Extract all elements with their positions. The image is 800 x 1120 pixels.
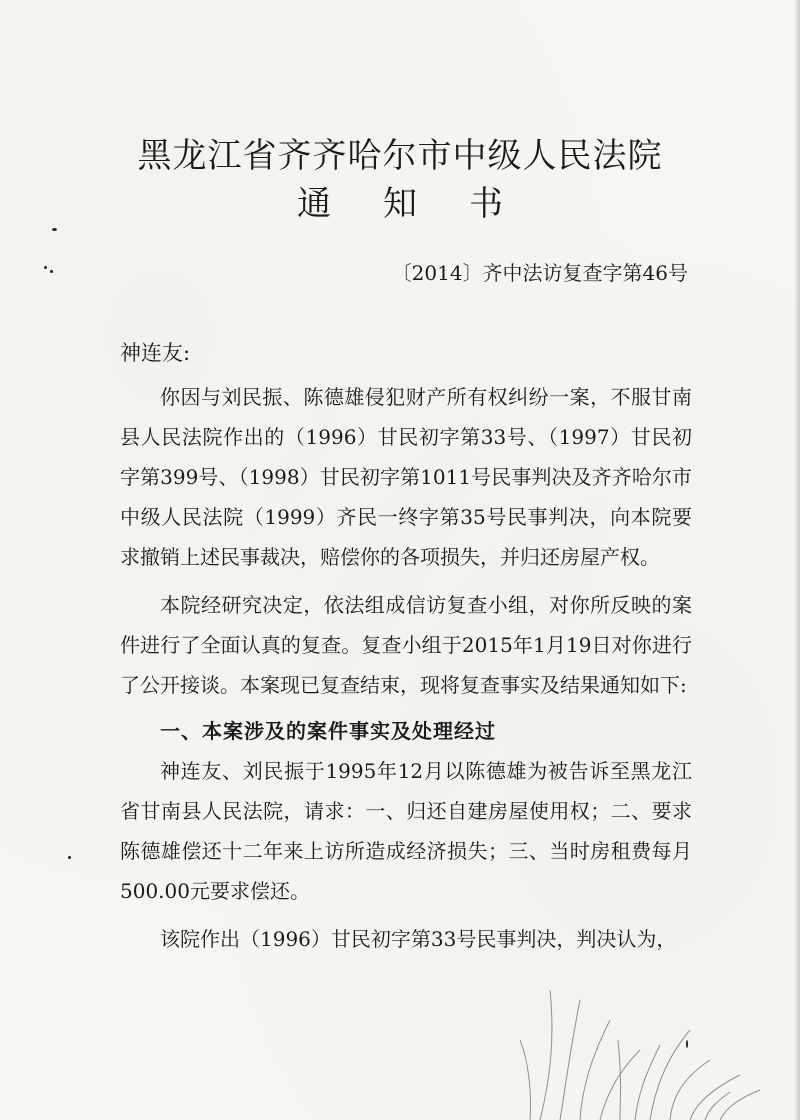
section-heading: 一、本案涉及的案件事实及处理经过 (160, 719, 496, 743)
scan-speck (44, 266, 47, 269)
addressee: 神连友: (120, 341, 191, 365)
scan-speck (68, 856, 71, 859)
grass-shadow-artifact (520, 980, 780, 1120)
court-name-heading: 黑龙江省齐齐哈尔市中级人民法院 (137, 136, 663, 176)
document-title: 通知书 (297, 184, 555, 224)
paragraph-complaint: 你因与刘民振、陈德雄侵犯财产所有权纠纷一案，不服甘南县人民法院作出的（1996）甘民初字第33号、（1997）甘民初字第399号、（1998）甘民初字第1011号民事判决及齐齐哈尔市中级人民法院（1999）齐民一终字第35号民事判决，向本院要求撤销上述民事裁决，赔偿你的各项损失，并归还房屋产权。 (120, 385, 692, 569)
body-text (120, 377, 692, 959)
paragraph-review-decision: 本院经研究决定，依法组成信访复查小组，对你所反映的案件进行了全面认真的复查。复查小组于2015年1月19日对你进行了公开接谈。本案现已复查结束，现将复查事实及结果通知如下: (120, 593, 692, 697)
scan-speck (50, 270, 53, 273)
paragraph-judgment-start: 该院作出（1996）甘民初字第33号民事判决，判决认为， (160, 927, 677, 951)
paragraph-case-facts: 神连友、刘民振于1995年12月以陈德雄为被告诉至黑龙江省甘南县人民法院，请求：一、归还自建房屋使用权；二、要求陈德雄偿还十二年来上访所造成经济损失；三、当时房租费每月500.00元要求偿还。 (120, 759, 692, 903)
document-number: 〔2014〕齐中法访复查字第46号 (391, 261, 688, 285)
scan-speck (52, 228, 57, 231)
